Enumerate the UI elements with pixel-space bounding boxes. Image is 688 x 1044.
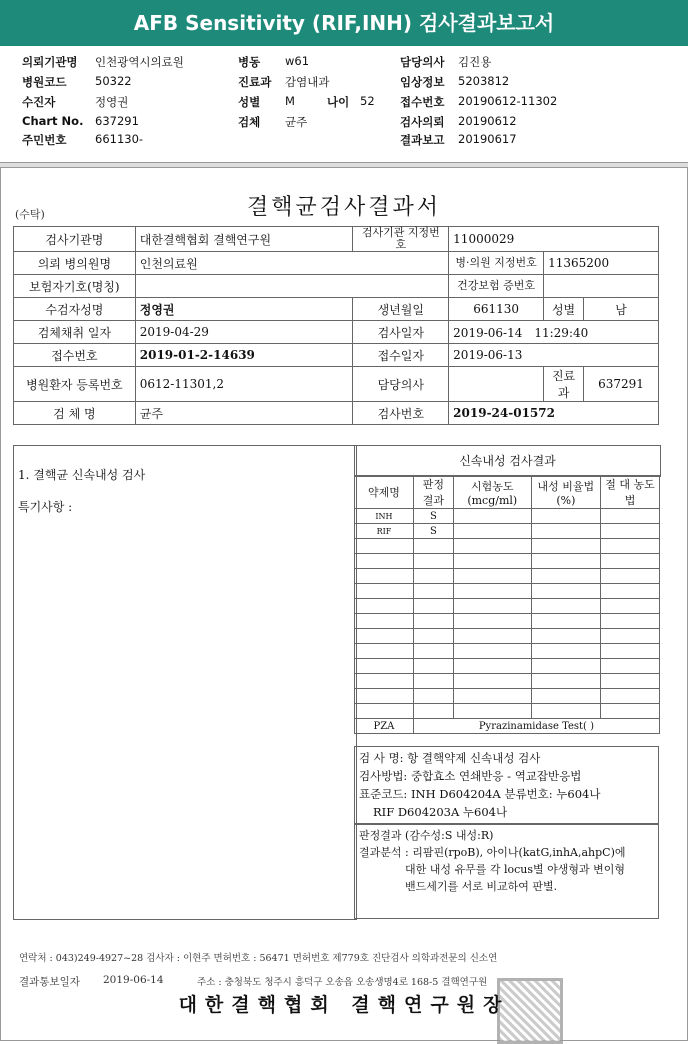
sens-result: S [413, 524, 453, 539]
judg-line: 대한 내성 유무를 각 locus별 야생형과 변이형 [405, 863, 626, 876]
footer-contact: 연락처 : 043)249-4927~28 검사자 : 이현주 면허번호 : 56471 면허번호 제779호 진단검사 의학과전문의 신소연 [19, 953, 498, 964]
req-org-value: 인천광역시의료원 [95, 55, 184, 69]
sex-label: 성별 [544, 298, 584, 321]
client-value: 인천의료원 [135, 252, 448, 275]
regno-value: 0612-11301,2 [135, 367, 353, 402]
name-value: 정영권 [135, 298, 353, 321]
age-value: 52 [360, 94, 375, 108]
collect-value: 2019-04-29 [135, 321, 353, 344]
patient-label: 수진자 [22, 95, 56, 109]
footer-date-label: 결과통보일자 [19, 976, 80, 988]
suttak-label: (수탁) [15, 208, 45, 221]
test-req-value: 20190612 [458, 114, 517, 128]
sens-empty-row [355, 584, 660, 599]
sens-empty-row [355, 629, 660, 644]
sex-label: 성별 [238, 95, 261, 109]
sens-title-box [354, 445, 661, 477]
sens-empty-row [355, 599, 660, 614]
lab-label: 검사기관명 [14, 227, 136, 252]
sens-empty-row [355, 704, 660, 719]
hosp-code-value: 50322 [95, 74, 132, 88]
sens-drug: RIF [355, 524, 414, 539]
testdate-value: 2019-06-14 11:29:40 [449, 321, 659, 344]
req-org-label: 의뢰기관명 [22, 55, 78, 69]
dob-label: 생년월일 [353, 298, 449, 321]
accdate-value: 2019-06-13 [449, 344, 659, 367]
sex-value: M [285, 94, 295, 108]
rrn-value: 661130- [95, 132, 144, 146]
dob-value: 661130 [449, 298, 544, 321]
sens-empty-row [355, 674, 660, 689]
ward-value: w61 [285, 54, 310, 68]
client-label: 의뢰 병의원명 [14, 252, 136, 275]
notes-panel [13, 445, 357, 920]
sens-header-drug: 약제명 [355, 476, 414, 509]
receipt-label: 접수번호 [400, 95, 445, 109]
header-table [13, 226, 659, 425]
patient-info-panel [0, 48, 688, 162]
left-line1: 1. 결핵균 신속내성 검사 [18, 468, 146, 482]
method-line: 표준코드: INH D604204A 분류번호: 누604나 [359, 787, 601, 801]
specimen-label: 검체 [238, 115, 261, 129]
chart-label: Chart No. [22, 114, 84, 128]
receipt-value: 20190612-11302 [458, 94, 558, 108]
doc-value [449, 367, 544, 402]
chart-value: 637291 [95, 114, 139, 128]
dept-label: 진료과 [238, 75, 272, 89]
footer-title: 대한결핵협회 결핵연구원장 [178, 994, 510, 1016]
pza-test: Pyrazinamidase Test( ) [413, 719, 659, 734]
dept-label: 진료과 [544, 367, 584, 402]
report-title: AFB Sensitivity (RIF,INH) 검사결과보고서 [0, 0, 688, 46]
method-line: RIF D604203A 누604나 [373, 805, 508, 819]
ward-label: 병동 [238, 55, 261, 69]
sens-drug: INH [355, 509, 414, 524]
sens-result: S [413, 509, 453, 524]
left-line2: 특기사항 : [18, 500, 73, 514]
sens-empty-row [355, 659, 660, 674]
method-line: 검사방법: 중합효소 연쇄반응 - 역교잡반응법 [359, 769, 582, 783]
sensitivity-table [354, 475, 660, 734]
insured-label: 보험자기호(명칭) [14, 275, 136, 298]
specimen-value: 균주 [285, 115, 308, 129]
judgement-box [354, 824, 659, 919]
method-line: 검 사 명: 항 결핵약제 신속내성 검사 [359, 751, 541, 765]
report-label: 결과보고 [400, 133, 445, 147]
scanned-document [0, 167, 688, 1041]
sens-empty-row [355, 569, 660, 584]
lab-code-value: 11000029 [449, 227, 659, 252]
patient-value: 정영권 [95, 95, 129, 109]
regno-label: 병원환자 등록번호 [14, 367, 136, 402]
doc-label: 담당의사 [353, 367, 449, 402]
spec-label: 검 체 명 [14, 402, 136, 425]
sens-empty-row [355, 644, 660, 659]
client-code-label: 병·의원 지정번호 [449, 252, 544, 275]
test-req-label: 검사의뢰 [400, 115, 445, 129]
spec-value: 균주 [135, 402, 353, 425]
judg-line: 판정결과 (감수성:S 내성:R) [359, 829, 494, 842]
judg-line: 밴드세기를 서로 비교하여 판별. [405, 880, 558, 893]
clinical-value: 5203812 [458, 74, 510, 88]
rrn-label: 주민번호 [22, 133, 67, 147]
accdate-label: 접수일자 [353, 344, 449, 367]
accno-label: 접수번호 [14, 344, 136, 367]
sex-value: 남 [584, 298, 659, 321]
collect-label: 검체채취 일자 [14, 321, 136, 344]
clinical-label: 임상정보 [400, 75, 445, 89]
judg-line: 결과분석 : 리팜핀(rpoB), 아이나(katG,inhA,ahpC)에 [359, 846, 626, 859]
footer-address: 주소 : 충청북도 청주시 흥덕구 오송읍 오송생명4로 168-5 결핵연구원 [197, 977, 488, 988]
doctor-value: 김진용 [458, 55, 492, 69]
sens-empty-row [355, 689, 660, 704]
method-box [354, 746, 659, 824]
age-label: 나이 [327, 95, 350, 109]
sens-header-abs: 절 대 농도법 [601, 476, 660, 509]
sens-header-ratio: 내성 비율법(%) [531, 476, 600, 509]
health-value [544, 275, 659, 298]
lab-value: 대한결핵협회 결핵연구원 [135, 227, 353, 252]
pza-label: PZA [355, 719, 414, 734]
hosp-code-label: 병원코드 [22, 75, 67, 89]
document-title: 결핵균검사결과서 [246, 195, 442, 220]
testno-label: 검사번호 [353, 402, 449, 425]
sens-header-conc: 시험농도 (mcg/ml) [453, 476, 531, 509]
client-code-value: 11365200 [544, 252, 659, 275]
testno-value: 2019-24-01572 [449, 402, 659, 425]
sens-empty-row [355, 614, 660, 629]
lab-code-label: 검사기관 지정번호 [353, 227, 449, 252]
footer-date: 2019-06-14 [103, 974, 164, 986]
accno-value: 2019-01-2-14639 [135, 344, 353, 367]
report-value: 20190617 [458, 132, 517, 146]
testdate-label: 검사일자 [353, 321, 449, 344]
name-label: 수검자성명 [14, 298, 136, 321]
sens-title: 신속내성 검사결과 [459, 454, 556, 468]
dept-value: 637291 [584, 367, 659, 402]
health-label: 건강보험 증번호 [449, 275, 544, 298]
sens-header-result: 판정 결과 [413, 476, 453, 509]
sens-empty-row [355, 539, 660, 554]
doctor-label: 담당의사 [400, 55, 445, 69]
dept-value: 감염내과 [285, 75, 330, 89]
insured-value [135, 275, 448, 298]
sens-empty-row [355, 554, 660, 569]
